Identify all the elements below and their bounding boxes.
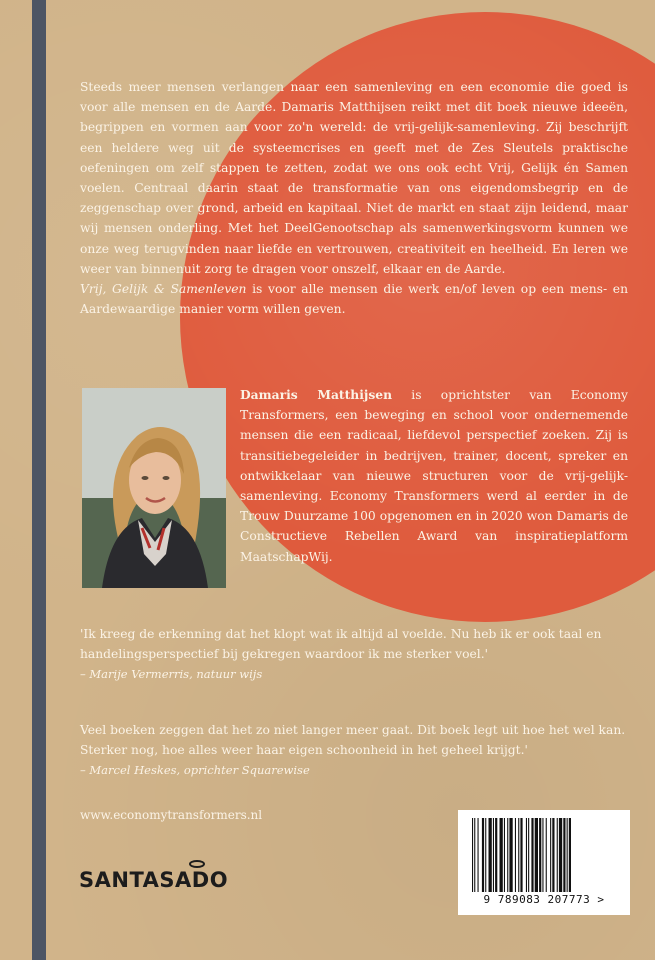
barcode-bar [474,818,475,892]
barcode-bar [550,818,551,892]
intro-text [80,77,628,319]
barcode-bar [528,818,529,892]
barcode-bar [515,818,516,892]
barcode-bar [504,818,505,892]
quote-1 [80,624,630,685]
barcode-bar [559,818,562,892]
author-bio-text: is oprichtster van Economy Transformers, een beweging en school voor ondernemende mensen die een radicaal, liefdevol perspectief zoeken. Zij is transitiebegeleider in bedrijven, trainer, docent, spreker en ontwikkelaar van nieuwe structuren voor de vrij-gelijk-samenleving. Economy Transformers werd al eerder in de Trouw Duurzame 100 opgenomen en in 2020 won Damaris de Constructieve Rebellen Award van inspiratieplatform MaatschapWij. [240,388,628,564]
barcode-bar [531,818,533,892]
barcode-bar [569,818,571,892]
barcode-bar [542,818,543,892]
barcode-bar [539,818,541,892]
barcode-bar [546,818,547,892]
website-url[interactable]: www.economytransformers.nl [80,808,263,822]
publisher-logo: SANTASADO [79,868,229,892]
halo-icon [189,860,205,868]
quote-1-attribution: – Marije Vermerris, natuur wijs [80,667,263,682]
barcode-bar [535,818,538,892]
book-title: Vrij, Gelijk & Samenleven [80,282,247,297]
quote-2 [80,720,630,781]
quote-2-text: Veel boeken zeggen dat het zo niet langer meer gaat. Dit boek legt uit hoe het wel kan. Sterker nog, hoe alles weer haar eigen schoonheid in het geheel krijgt.' [80,723,626,758]
barcode-bar [472,818,473,892]
quote-1-text: 'Ik kreeg de erkenning dat het klopt wat ik altijd al voelde. Nu heb ik er ook taal en handelingsperspectief bij gekregen waardoor ik me sterker voel.' [80,627,602,662]
barcode-bar [489,818,492,892]
author-bio [240,385,628,567]
barcode-bar [526,818,527,892]
barcode-bar [552,818,554,892]
barcode-bar [493,818,494,892]
barcode-bar [495,818,497,892]
barcode-bar [478,818,479,892]
barcode-bar [507,818,508,892]
intro-closing: is voor alle mensen die werk en/of leven op een mens- en Aardewaardige manier vorm willen geven. [80,282,628,317]
barcode-bar [485,818,486,892]
intro-paragraph: Steeds meer mensen verlangen naar een samenleving en een economie die goed is voor alle mensen en de Aarde. Damaris Matthijsen reikt met dit boek nieuwe ideeën, begrippen en vormen aan voor zo'n wereld: de vrij-gelijk-samenleving. Zij beschrijft een heldere weg uit de systeemcrises en geeft met de Zes Sleutels praktische oefeningen om zelf stappen te zetten, zodat we ons ook echt Vrij, Gelijk én Samen voelen. Centraal daarin staat de transformatie van ons eigendomsbegrip en de zeggenschap over grond, arbeid en kapitaal. Niet de markt en staat zijn leidend, maar wij mensen onderling. Met het DeelGenootschap als samenwerkingsvorm kunnen we onze weg terugvinden naar liefde en vertrouwen, creativiteit en heelheid. En leren we weer van binnenuit zorg te dragen voor onszelf, elkaar en de Aarde. [80,80,628,276]
quote-2-attribution: – Marcel Heskes, oprichter Squarewise [80,763,310,778]
barcode-bar [509,818,512,892]
barcode-bar [557,818,558,892]
isbn-number: 9 789083 207773 > [483,893,605,906]
barcode-bar [567,818,568,892]
barcode-bar [518,818,519,892]
barcode-bar [520,818,522,892]
spine-stripe [32,0,46,960]
barcode-bar [482,818,484,892]
barcode-bar [500,818,503,892]
author-name: Damaris Matthijsen [240,387,393,402]
barcode-bar [563,818,565,892]
author-photo [82,388,226,588]
